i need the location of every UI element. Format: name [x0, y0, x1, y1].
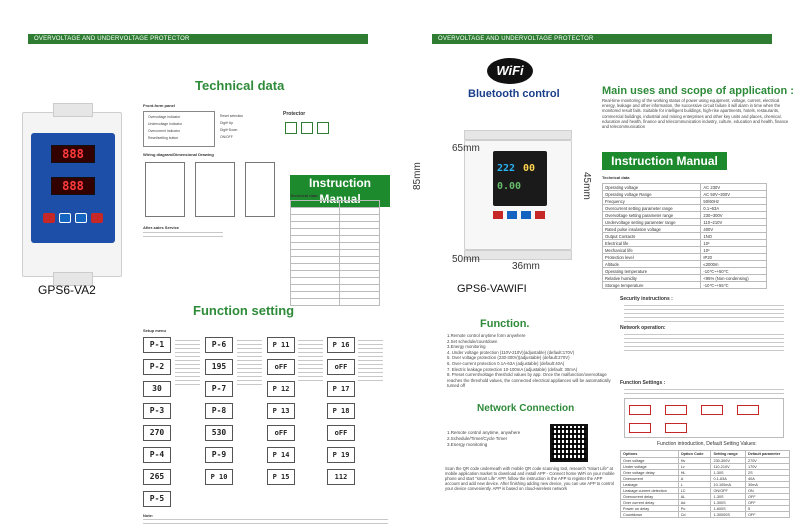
defaults-cell: Ad — [678, 500, 711, 506]
din-bottom — [464, 250, 572, 260]
defaults-cell: Overcurrent delay — [621, 494, 679, 500]
defaults-header-cell: Default parameter — [745, 451, 789, 458]
setup-p18: P 18 — [327, 403, 355, 419]
function-item: 4. Under voltage protection (110V-210V)(adjustable) (default:170V) — [447, 349, 575, 355]
legend-box — [143, 111, 215, 147]
up-button[interactable] — [59, 213, 71, 223]
tech-row-label: Protection level — [603, 254, 701, 261]
defaults-cell: Lv — [678, 464, 711, 470]
fs-box-6 — [665, 423, 687, 433]
tech-row — [603, 254, 767, 261]
current-display: 888 — [51, 177, 95, 195]
tech-row — [603, 191, 767, 198]
defaults-cell: L — [678, 482, 711, 488]
dim-85: 85mm — [412, 162, 423, 190]
fs-box-1 — [629, 405, 651, 415]
defaults-cell: OFF — [745, 494, 789, 500]
function-title: Function. — [480, 318, 530, 330]
setup-p4: P-4 — [143, 447, 171, 463]
defaults-header-row — [621, 451, 790, 458]
tech-row-value: 50/60Hz — [701, 198, 767, 205]
defaults-cell: HL — [678, 470, 711, 476]
function-item: 5. Over voltage protection (230-300V)(adjustable) (default:270V) — [447, 355, 570, 361]
vawifi-btn-4[interactable] — [535, 211, 545, 219]
network-operation-title: Network operation: — [620, 325, 666, 331]
defaults-cell: ON — [745, 488, 789, 494]
tech-row-label: Relative humidity — [603, 275, 701, 282]
col1-desc — [175, 340, 200, 388]
defaults-cell: Cd — [678, 512, 711, 518]
defaults-cell: Over current delay — [621, 500, 679, 506]
defaults-cell: 170V — [745, 464, 789, 470]
defaults-cell: OFF — [745, 500, 789, 506]
wiring-diagram — [145, 162, 185, 217]
function-intro-title: Function introduction, Default Setting Values: — [657, 441, 757, 447]
fs-box-3 — [701, 405, 723, 415]
din-top — [464, 130, 572, 140]
buttons-legend — [220, 111, 260, 147]
main-uses-text: Real-time monitoring of the working status of power using equipment, voltage, current, electrical energy, leakage and other information, the successive circuit failure it will alarm in time when the monitored result fails. Suitable for intelligent buildings, high-rise apartments, hotels, restaurants, commercial buildings, industrial and mining enterprises and other key units and places, chemical, education and health, finance and telecommunication industry, culture, education and health, finance and telecommunication — [602, 98, 789, 130]
col3-desc — [298, 340, 323, 384]
defaults-cell: 2S — [745, 470, 789, 476]
tech-row — [603, 184, 767, 191]
defaults-cell: Over voltage — [621, 458, 679, 464]
setup-off-4: oFF — [327, 425, 355, 441]
tech-row — [603, 275, 767, 282]
after-sales-label: After-sales Service — [143, 225, 180, 230]
defaults-cell: 5 — [745, 506, 789, 512]
defaults-cell: Po — [678, 506, 711, 512]
technical-data-label-left: Technical data — [290, 193, 318, 198]
defaults-cell: 230-300V — [711, 458, 746, 464]
network-connection-title: Network Connection — [477, 403, 575, 414]
defaults-cell: OFF — [745, 512, 789, 518]
dimension-drawing-front — [195, 162, 235, 217]
defaults-cell: Power on delay — [621, 506, 679, 512]
legend-overvoltage: Overvoltage Indicator — [148, 115, 181, 119]
tech-row-value: -10℃~+55℃ — [701, 282, 767, 289]
security-title: Security instructions : — [620, 296, 673, 302]
button-legend-down: Digit+Down — [220, 128, 238, 132]
tech-row-value: AC 50V~300V — [701, 191, 767, 198]
defaults-cell: Leakage — [621, 482, 679, 488]
front-panel-label: Front-form panel — [143, 103, 175, 108]
tech-row-label: Undervoltage setting parameter range — [603, 219, 701, 226]
function-settings-diagram — [624, 398, 784, 438]
tech-row-label: Output Contacts — [603, 233, 701, 240]
model-vawifi: GPS6-VAWIFI — [457, 283, 527, 295]
setup-value-30: 30 — [143, 381, 171, 397]
dimension-drawing-side — [245, 162, 275, 217]
setup-p7: P-7 — [205, 381, 233, 397]
reset-button[interactable] — [43, 213, 55, 223]
setup-p8: P-8 — [205, 403, 233, 419]
tech-row — [603, 240, 767, 247]
fs-box-4 — [737, 405, 759, 415]
voltage-display: 888 — [51, 145, 95, 163]
protector-icon-2 — [301, 122, 313, 134]
tech-row-label: Rated pulse insulation voltage — [603, 226, 701, 233]
right-top-bar: OVERVOLTAGE AND UNDERVOLTAGE PROTECTOR — [432, 34, 772, 44]
tech-row — [603, 226, 767, 233]
vawifi-current: 00 — [523, 163, 536, 174]
down-button[interactable] — [75, 213, 87, 223]
device-face — [31, 133, 115, 243]
tech-row-label: Mechanical life — [603, 247, 701, 254]
right-page — [402, 0, 800, 530]
vawifi-power: 0.00 — [497, 181, 522, 192]
setup-p13: P 13 — [267, 403, 295, 419]
defaults-cell: Overcurrent — [621, 476, 679, 482]
tech-row-value: AC 230V — [701, 184, 767, 191]
tech-row — [603, 247, 767, 254]
defaults-cell: Leakage current detection — [621, 488, 679, 494]
vawifi-voltage: 222 — [497, 163, 516, 174]
setup-value-195: 195 — [205, 359, 233, 375]
protector-icon-1 — [285, 122, 297, 134]
tech-row-value: 110~210V — [701, 219, 767, 226]
vawifi-btn-1[interactable] — [493, 211, 503, 219]
tech-row-label: Overcurrent setting parameter range — [603, 205, 701, 212]
setup-p10: P 10 — [205, 469, 233, 485]
defaults-cell: 270V — [745, 458, 789, 464]
tech-row — [603, 205, 767, 212]
defaults-cell: Over voltage delay — [621, 470, 679, 476]
setup-value-270: 270 — [143, 425, 171, 441]
setup-p14: P 14 — [267, 447, 295, 463]
protector-label: Protector — [283, 111, 306, 117]
scan-instructions: Scan the QR code underneath with mobile QR code scanning tool, research "smart Life" at mobile application market to download and install APP - Connect home WiFi on your mobile phone and start "smart Life" APP, follow the instruction in the APP to register the APP account and add new device. After finishing adding new device, you can use APP to control your device conveniently. APP is based on cloud-wireless network — [445, 466, 615, 491]
defaults-cell: 110-210V — [711, 464, 746, 470]
defaults-cell: 40A — [745, 476, 789, 482]
button-legend-onoff: ON/OFF — [220, 135, 233, 139]
tech-row-value: 1NO — [701, 233, 767, 240]
tech-row-value: <95% (Non-condensing) — [701, 275, 767, 282]
defaults-cell: 1-30000S — [711, 512, 746, 518]
function-setting-title: Function setting — [193, 303, 295, 318]
tech-row-value: 400V — [701, 226, 767, 233]
tech-row-label: Electrical life — [603, 240, 701, 247]
vawifi-display — [493, 151, 547, 206]
fs-box-5 — [629, 423, 651, 433]
button-legend-up: Digit+Up — [220, 121, 234, 125]
tech-row — [603, 233, 767, 240]
tech-row-label: Operating temperature — [603, 268, 701, 275]
function-item: 1.Remote control anytime form anywhere — [447, 333, 526, 338]
setup-p5: P-5 — [143, 491, 171, 507]
qr-code[interactable] — [550, 424, 588, 462]
note-label: Note: — [143, 513, 154, 518]
function-item: 6. Over-current protection 0.1A-63A (adjustable) (default:40A) — [447, 360, 565, 366]
fs-box-2 — [665, 405, 687, 415]
function-item: 3.Energy monitoring — [447, 344, 486, 350]
technical-data-title: Technical data — [195, 78, 285, 93]
instruction-manual-banner-right: Instruction Manual — [602, 152, 727, 170]
defaults-cell: 10-100mA — [711, 482, 746, 488]
protector-icon-3 — [317, 122, 329, 134]
tech-row-label: Operating voltage — [603, 184, 701, 191]
defaults-cell: 1-30S — [711, 494, 746, 500]
technical-data-label-right: Technical data — [602, 175, 630, 180]
vawifi-btn-3[interactable] — [521, 211, 531, 219]
bluetooth-control-label: Bluetooth control — [468, 88, 560, 100]
network-item: 1.Remote control anytime, anywhere — [447, 430, 521, 435]
onoff-button[interactable] — [91, 213, 103, 223]
defaults-cell: Hv — [678, 458, 711, 464]
setup-p16: P 16 — [327, 337, 355, 353]
button-legend-reset: Reset selection — [220, 114, 244, 118]
col2-desc — [237, 340, 262, 388]
defaults-cell: 1-600S — [711, 506, 746, 512]
left-top-bar: OVERVOLTAGE AND UNDERVOLTAGE PROTECTOR — [28, 34, 368, 44]
wifi-logo-text: WiFi — [496, 63, 524, 78]
tech-row-label: Operating voltage Range — [603, 191, 701, 198]
defaults-cell: 1-300S — [711, 500, 746, 506]
network-operation-text — [624, 334, 784, 354]
tech-row-value: -10℃~+50℃ — [701, 268, 767, 275]
setup-off-3: oFF — [327, 359, 355, 375]
technical-table-right — [602, 183, 767, 289]
dim-50: 50mm — [452, 254, 480, 265]
setup-p6: P-6 — [205, 337, 233, 353]
setup-value-530: 530 — [205, 425, 233, 441]
defaults-cell: Under voltage — [621, 464, 679, 470]
setup-menu-label: Setup menu — [143, 328, 166, 333]
tech-row-value: ≤2000m — [701, 261, 767, 268]
setup-off-2: oFF — [267, 425, 295, 441]
setup-p19: P 19 — [327, 447, 355, 463]
tech-row-label: Overvoltage setting parameter range — [603, 212, 701, 219]
model-va2: GPS6-VA2 — [38, 283, 96, 297]
defaults-header-cell: Setting range — [711, 451, 746, 458]
network-item: 2.Schedule/Timer/Cycle Timer — [447, 436, 508, 441]
defaults-cell: LC — [678, 488, 711, 494]
function-settings-title: Function Settings : — [620, 380, 666, 386]
tech-row-value: IP20 — [701, 254, 767, 261]
wiring-label: Wiring diagram/Dimensional Drawing — [143, 152, 214, 157]
tech-row — [603, 261, 767, 268]
defaults-cell: ON/OFF — [711, 488, 746, 494]
setup-p1: P-1 — [143, 337, 171, 353]
dim-65: 65mm — [452, 143, 480, 154]
legend-reset: Reset/setting button — [148, 136, 179, 140]
terminal-top — [53, 103, 93, 117]
tech-row-label: Frequency — [603, 198, 701, 205]
main-uses-title: Main uses and scope of application : — [602, 85, 794, 97]
setup-p15: P 15 — [267, 469, 295, 485]
technical-table-left — [290, 200, 380, 306]
defaults-cell: 1-30S — [711, 470, 746, 476]
defaults-cell: 30mA — [745, 482, 789, 488]
tech-row-label: Altitude — [603, 261, 701, 268]
defaults-cell: AL — [678, 494, 711, 500]
left-page — [0, 0, 398, 530]
legend-undervoltage: Undervoltage Indicator — [148, 122, 183, 126]
col4-desc — [358, 340, 383, 384]
setup-off-1: oFF — [267, 359, 295, 375]
function-item: 2.Set schedule/countdown — [447, 338, 498, 344]
tech-row-label: Storage temperature — [603, 282, 701, 289]
setup-p2: P-2 — [143, 359, 171, 375]
dim-45: 45mm — [581, 172, 592, 200]
defaults-header-cell: Option Code — [678, 451, 711, 458]
defaults-header-cell: Options — [621, 451, 679, 458]
setup-p9: P-9 — [205, 447, 233, 463]
function-item: 8. Preset current/voltage threshold values by app. Once the malfunction/overvoltage reaches the threshold values, the connected electrical appliances will be automatically turned off — [447, 372, 611, 389]
setup-value-112: 112 — [327, 469, 355, 485]
functions-list — [447, 333, 612, 389]
dim-36: 36mm — [512, 261, 540, 272]
setup-p11: P 11 — [267, 337, 295, 353]
function-item: 7. Electric leakage protection 10-100mA (adjustable) (default: 30mA) — [447, 366, 578, 372]
wifi-logo — [487, 58, 533, 84]
product-image-va2 — [22, 112, 122, 277]
setup-p3: P-3 — [143, 403, 171, 419]
tech-row-value: 230~300V — [701, 212, 767, 219]
defaults-table — [620, 450, 790, 518]
defaults-cell: 0.1-63A — [711, 476, 746, 482]
protector-icons — [285, 122, 335, 152]
setup-p17: P 17 — [327, 381, 355, 397]
tech-row — [603, 219, 767, 226]
tech-row — [603, 212, 767, 219]
vawifi-btn-2[interactable] — [507, 211, 517, 219]
network-list — [447, 430, 547, 448]
after-sales-text — [143, 232, 223, 240]
network-item: 3.Energy monitoring — [447, 442, 488, 447]
tech-row-value: 10⁶ — [701, 247, 767, 254]
tech-row-value: 0.1~63A — [701, 205, 767, 212]
function-settings-text — [624, 389, 784, 397]
setup-value-265: 265 — [143, 469, 171, 485]
tech-row — [603, 198, 767, 205]
note-text — [143, 519, 388, 527]
security-text — [624, 305, 784, 325]
tech-row — [603, 282, 767, 289]
defaults-cell: Countdown — [621, 512, 679, 518]
instruction-manual-banner-left: Instruction Manual — [290, 175, 390, 207]
setup-p12: P 12 — [267, 381, 295, 397]
defaults-row — [621, 512, 790, 518]
legend-overcurrent: Overcurrent Indicator — [148, 129, 180, 133]
defaults-cell: A — [678, 476, 711, 482]
tech-row — [603, 268, 767, 275]
product-image-vawifi — [464, 140, 572, 250]
tech-row-value: 10⁵ — [701, 240, 767, 247]
